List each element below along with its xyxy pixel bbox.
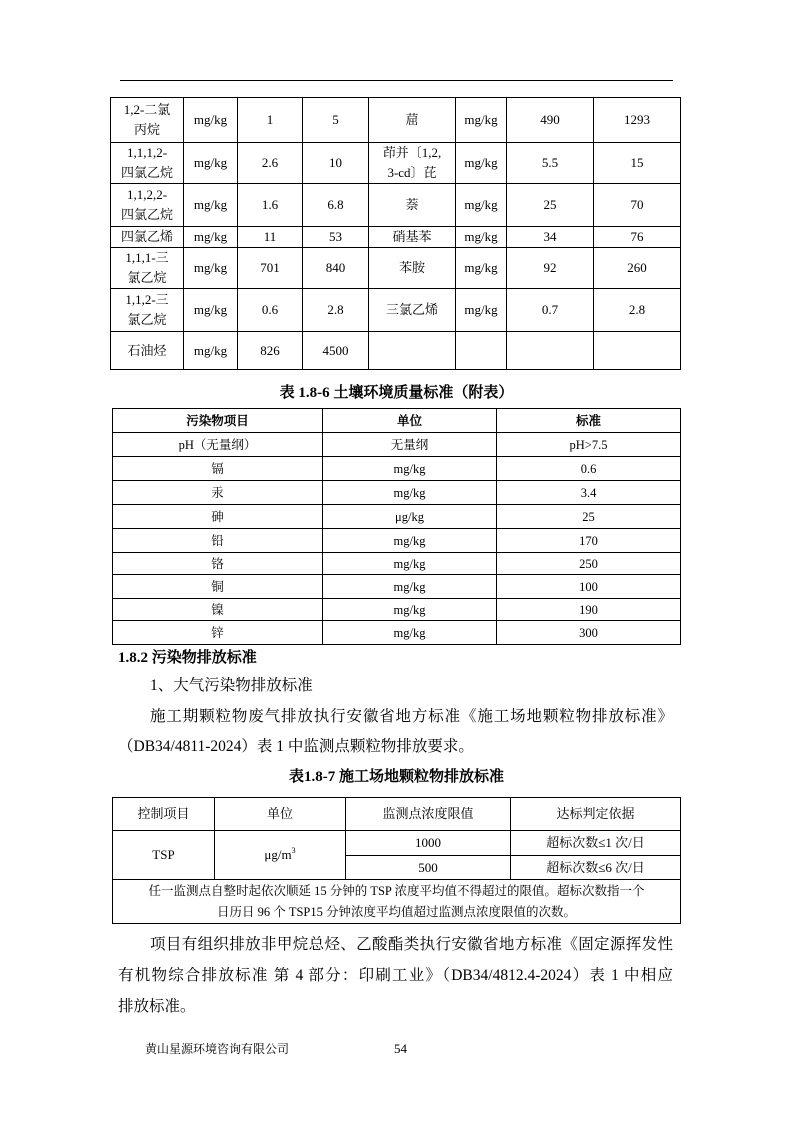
unit-cell: mg/kg [456,184,507,227]
table-row [111,143,681,184]
screening-value-cell: 34 [507,227,594,248]
table-row [113,457,681,481]
standard-value-cell: 100 [497,575,681,599]
control-value-cell [594,332,681,370]
table-row [113,553,681,575]
pollutant-name-cell: 砷 [113,505,323,529]
unit-cell: mg/kg [184,227,238,248]
standard-value-cell: pH>7.5 [497,433,681,457]
control-item-cell: TSP [113,831,215,880]
soil-pollutant-table-continued [110,97,681,370]
table-row [111,98,681,143]
column-header-control-item: 控制项目 [113,798,215,831]
standard-value-cell: 170 [497,529,681,553]
section-heading: 1.8.2 污染物排放标准 [118,650,257,666]
control-value-cell: 840 [303,248,369,289]
table-row [113,481,681,505]
soil-table-caption: 表 1.8-6 土壤环境质量标准（附表） [279,385,514,401]
column-header-criteria: 达标判定依据 [511,798,681,831]
column-header-limit: 监测点浓度限值 [346,798,511,831]
screening-value-cell: 0.7 [507,289,594,332]
paragraph-line: 排放标准。 [118,998,196,1015]
control-value-cell: 260 [594,248,681,289]
table-header-row [113,409,681,433]
standard-value-cell: 300 [497,621,681,645]
unit-cell [456,332,507,370]
column-header-unit: 单位 [323,409,497,433]
pollutant-name-cell: 汞 [113,481,323,505]
unit-cell: 无量纲 [323,433,497,457]
control-value-cell: 1293 [594,98,681,143]
standard-value-cell: 0.6 [497,457,681,481]
screening-value-cell: 0.6 [238,289,303,332]
screening-value-cell: 826 [238,332,303,370]
column-header-standard: 标准 [497,409,681,433]
table-row [111,289,681,332]
paragraph-line: 项目有组织排放非甲烷总烃、乙酸酯类执行安徽省地方标准《固定源挥发性 [150,936,673,953]
header-rule [120,80,673,81]
unit-cell: mg/kg [456,143,507,184]
standard-value-cell: 25 [497,505,681,529]
table-row [113,599,681,621]
unit-cell: mg/kg [456,289,507,332]
screening-value-cell: 5.5 [507,143,594,184]
pollutant-name-cell: 三氯乙烯 [369,289,456,332]
unit-cell: mg/kg [184,143,238,184]
unit-cell: mg/kg [323,575,497,599]
unit-base: μg/m [264,847,292,862]
pollutant-name-cell: 锌 [113,621,323,645]
screening-value-cell: 11 [238,227,303,248]
pollutant-name-cell: 1,1,2,2- 四氯乙烷 [111,184,184,227]
unit-cell: mg/kg [323,481,497,505]
control-value-cell: 53 [303,227,369,248]
unit-superscript: 3 [291,846,296,855]
control-value-cell: 5 [303,98,369,143]
tsp-table-caption: 表1.8-7 施工场地颗粒物排放标准 [289,769,504,785]
screening-value-cell: 1.6 [238,184,303,227]
table-row [113,433,681,457]
section-subheading: 1、大气污染物排放标准 [150,677,313,694]
table-row [113,529,681,553]
table-row [113,505,681,529]
unit-cell: mg/kg [184,289,238,332]
pollutant-name-cell: 石油烃 [111,332,184,370]
table-note: 任一监测点自整时起依次顺延 15 分钟的 TSP 浓度平均值不得超过的限值。超标次数指一个 日历日 96 个 TSP15 分钟浓度平均值超过监测点浓度限值的次数。 [113,880,681,924]
table-header-row [113,798,681,831]
control-value-cell: 10 [303,143,369,184]
unit-cell: mg/kg [184,184,238,227]
pollutant-name-cell: 苯胺 [369,248,456,289]
control-value-cell: 2.8 [303,289,369,332]
control-value-cell: 6.8 [303,184,369,227]
unit-cell: μg/kg [323,505,497,529]
table-row [111,332,681,370]
pollutant-name-cell: 硝基苯 [369,227,456,248]
control-value-cell: 70 [594,184,681,227]
criteria-cell: 超标次数≤6 次/日 [511,856,681,880]
screening-value-cell: 701 [238,248,303,289]
screening-value-cell: 2.6 [238,143,303,184]
screening-value-cell: 25 [507,184,594,227]
table-row [111,227,681,248]
standard-value-cell: 190 [497,599,681,621]
paragraph-line: 有机物综合排放标准 第 4 部分：印刷工业》（DB34/4812.4-2024）表 1 中相应 [118,967,673,984]
limit-value-cell: 500 [346,856,511,880]
unit-cell [215,831,346,880]
pollutant-name-cell: 萘 [369,184,456,227]
column-header-unit: 单位 [215,798,346,831]
pollutant-name-cell: 铅 [113,529,323,553]
unit-cell: mg/kg [456,227,507,248]
control-value-cell: 76 [594,227,681,248]
paragraph-line: （DB34/4811-2024）表 1 中监测点颗粒物排放要求。 [118,738,474,755]
table-row [113,575,681,599]
standard-value-cell: 250 [497,553,681,575]
unit-cell: mg/kg [323,457,497,481]
screening-value-cell [507,332,594,370]
unit-cell: mg/kg [323,553,497,575]
control-value-cell: 4500 [303,332,369,370]
screening-value-cell: 490 [507,98,594,143]
pollutant-name-cell: 1,1,2-三 氯乙烷 [111,289,184,332]
paragraph-line: 施工期颗粒物废气排放执行安徽省地方标准《施工场地颗粒物排放标准》 [150,708,673,725]
unit-cell: mg/kg [323,621,497,645]
pollutant-name-cell: 四氯乙烯 [111,227,184,248]
table-row [111,184,681,227]
standard-value-cell: 3.4 [497,481,681,505]
column-header-pollutant: 污染物项目 [113,409,323,433]
unit-cell: mg/kg [184,98,238,143]
pollutant-name-cell: 䓛 [369,98,456,143]
unit-cell: mg/kg [184,248,238,289]
page-number: 54 [394,1041,407,1056]
pollutant-name-cell: 茚并〔1,2, 3-cd〕芘 [369,143,456,184]
table-row [113,621,681,645]
table-row [113,831,681,856]
unit-cell: mg/kg [323,599,497,621]
pollutant-name-cell [369,332,456,370]
criteria-cell: 超标次数≤1 次/日 [511,831,681,856]
unit-cell: mg/kg [323,529,497,553]
pollutant-name-cell: pH（无量纲） [113,433,323,457]
pollutant-name-cell: 1,1,1,2- 四氯乙烷 [111,143,184,184]
tsp-emission-standard-table [112,797,681,924]
limit-value-cell: 1000 [346,831,511,856]
unit-cell: mg/kg [456,248,507,289]
unit-cell: mg/kg [456,98,507,143]
pollutant-name-cell: 镉 [113,457,323,481]
unit-cell: mg/kg [184,332,238,370]
table-row [111,248,681,289]
control-value-cell: 15 [594,143,681,184]
pollutant-name-cell: 1,1,1-三 氯乙烷 [111,248,184,289]
table-note-row [113,880,681,924]
footer-company: 黄山星源环境咨询有限公司 [145,1042,290,1056]
pollutant-name-cell: 镍 [113,599,323,621]
pollutant-name-cell: 铬 [113,553,323,575]
screening-value-cell: 1 [238,98,303,143]
pollutant-name-cell: 1,2-二氯 丙烷 [111,98,184,143]
soil-quality-standard-table [112,408,681,645]
pollutant-name-cell: 铜 [113,575,323,599]
control-value-cell: 2.8 [594,289,681,332]
screening-value-cell: 92 [507,248,594,289]
